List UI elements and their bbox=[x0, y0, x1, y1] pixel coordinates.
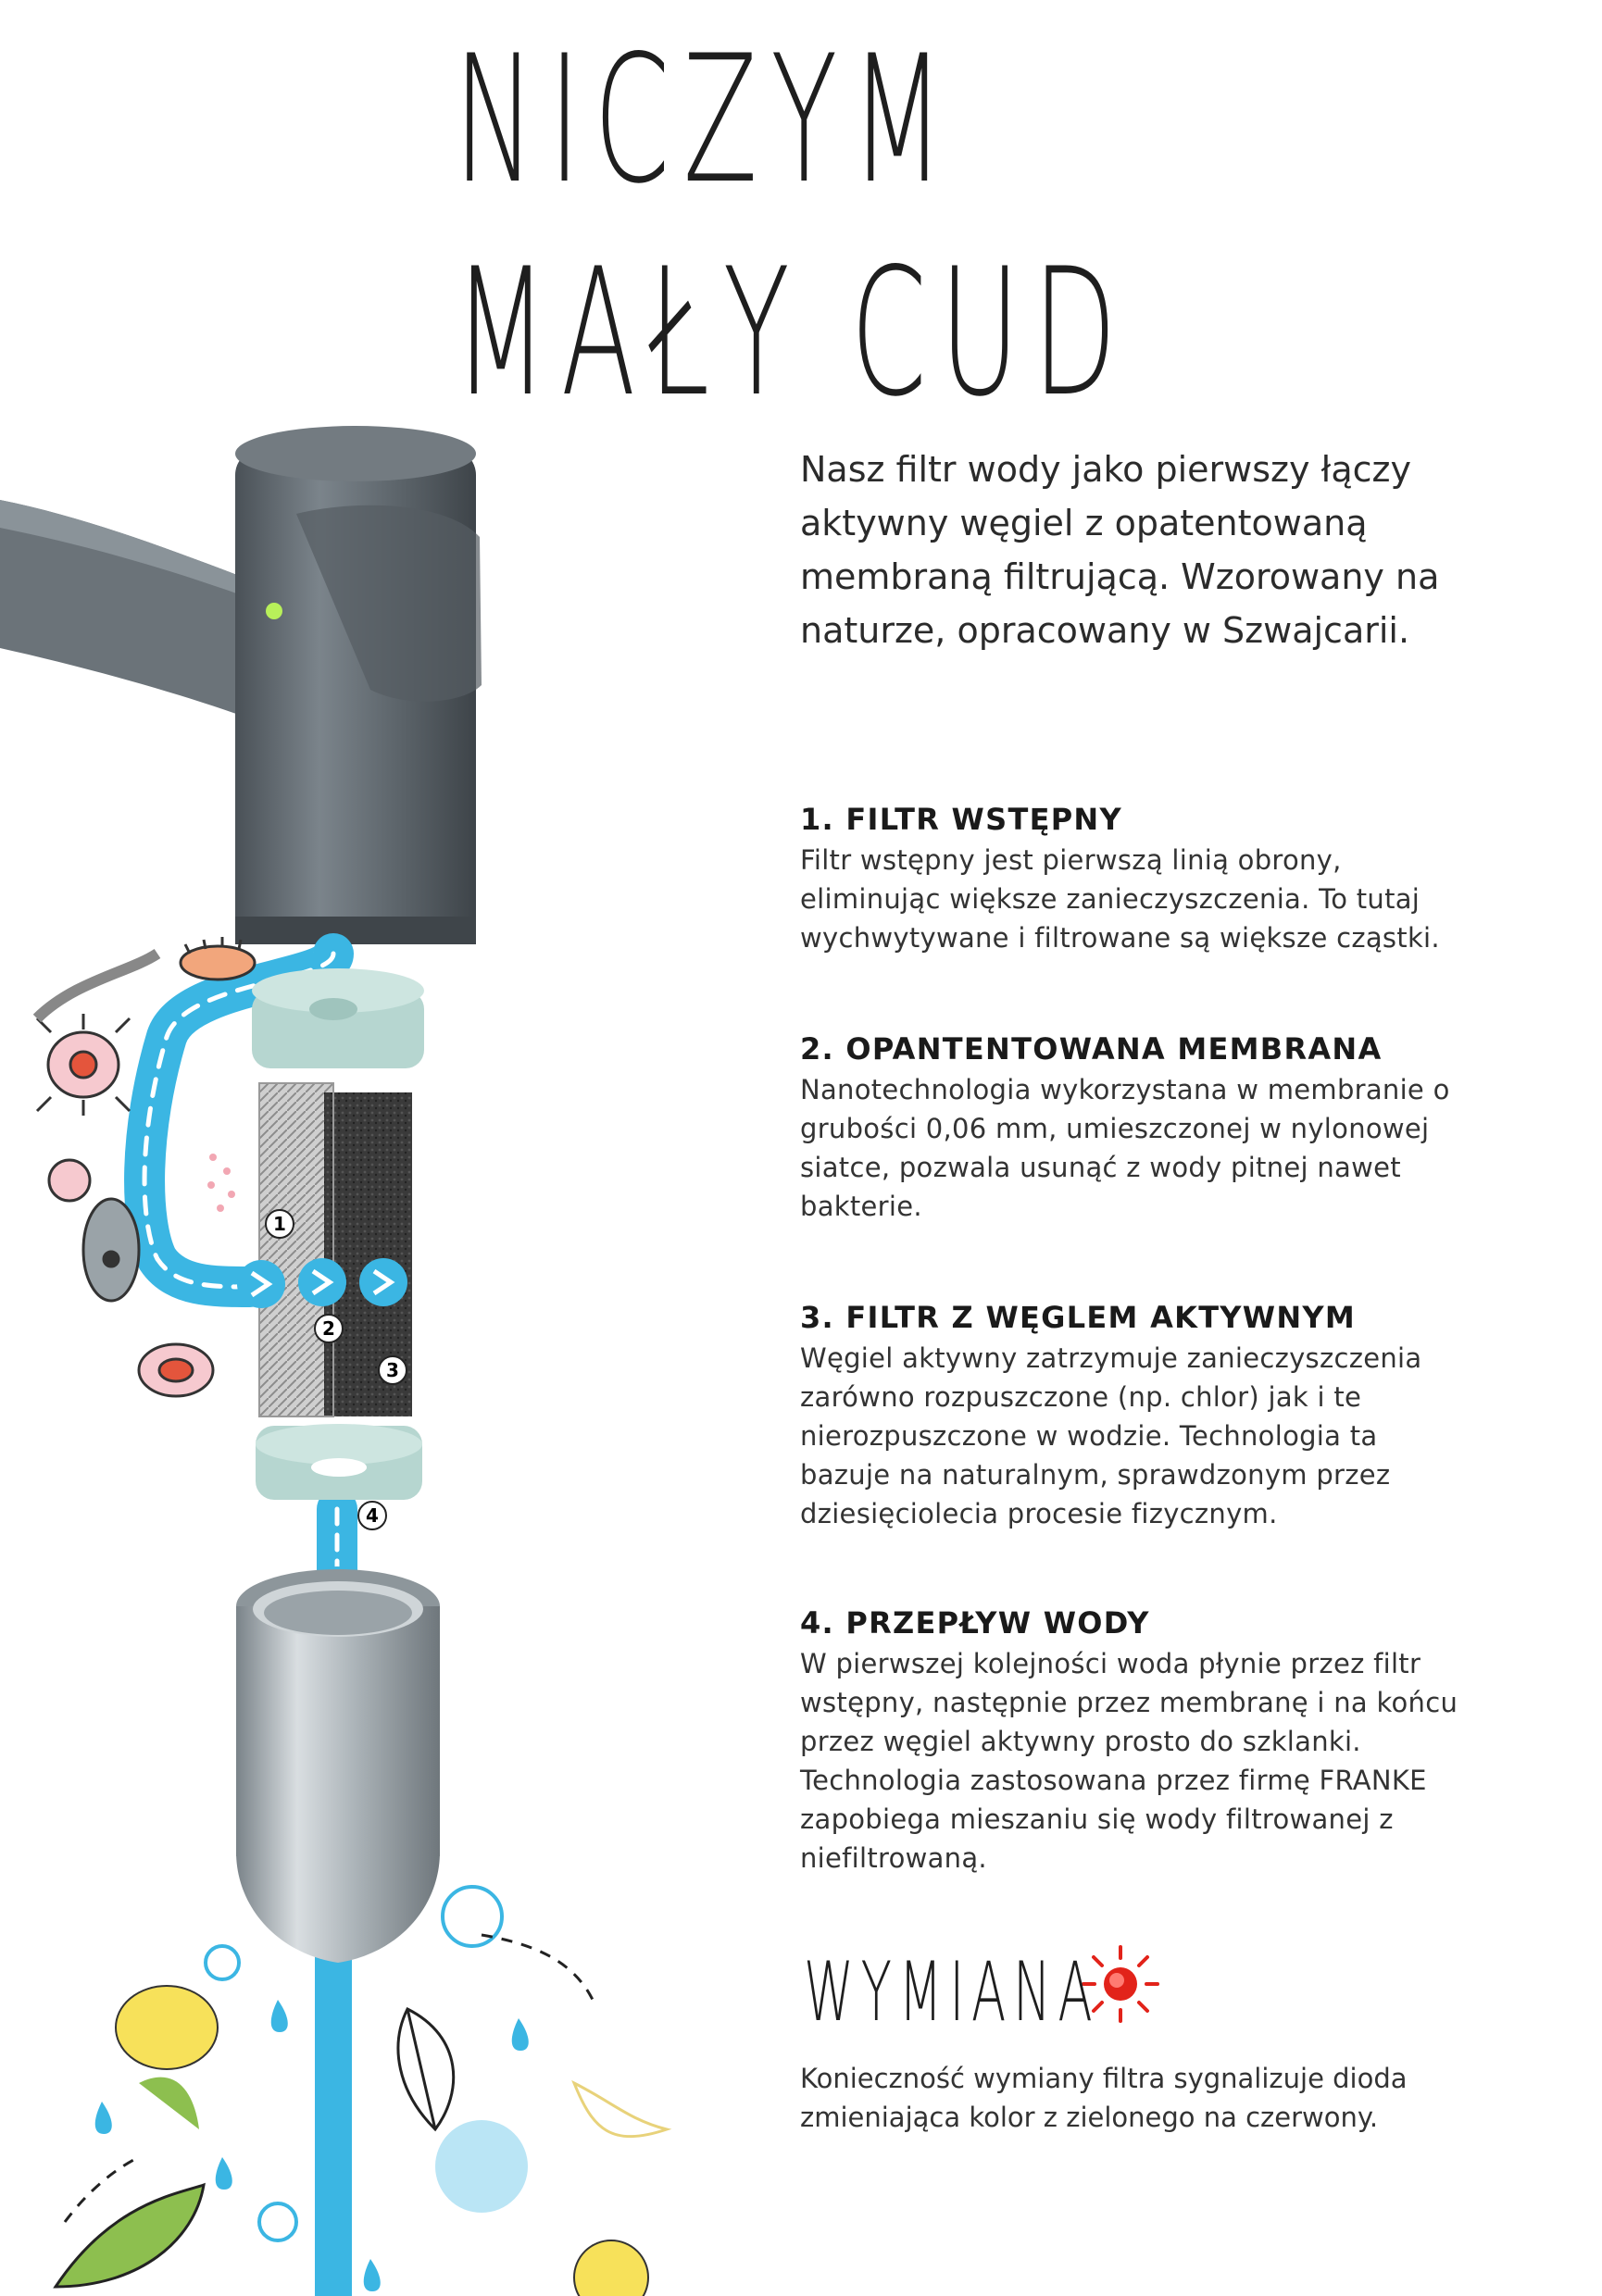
section-text: Filtr wstępny jest pierwszą linią obrony, eliminując większe zanieczyszczenia. To tutaj wychwytywane i filtrowane są większe cząstki. bbox=[800, 844, 1440, 954]
section-heading: 1. FILTR WSTĘPNY bbox=[800, 802, 1122, 837]
intro-text: Nasz filtr wody jako pierwszy łączy aktywny węgiel z opatentowaną membraną filtrującą. Wzorowany na naturze, opracowany w Szwajcarii. bbox=[800, 449, 1440, 651]
section-text: Nanotechnologia wykorzystana w membranie o grubości 0,06 mm, umieszczonej w nylonowej siatce, pozwala usunąć z wody pitnej nawet bakterie. bbox=[800, 1074, 1450, 1222]
section-membrane bbox=[800, 1028, 1467, 1226]
title-line-1: NICZYM bbox=[454, 18, 958, 222]
filter-housing bbox=[236, 1569, 440, 1963]
marker-2: 2 bbox=[322, 1317, 335, 1340]
section-heading: 3. FILTR Z WĘGLEM AKTYWNYM bbox=[800, 1300, 1356, 1335]
lemon-doodle bbox=[116, 1986, 648, 2296]
marker-4: 4 bbox=[366, 1504, 379, 1527]
section-text: Węgiel aktywny zatrzymuje zanieczyszczenia zarówno rozpuszczone (np. chlor) jak i te nierozpuszczone w wodzie. Technologia ta bazuje na naturalnym, sprawdzonym przez dziesięciolecia procesie fizycznym. bbox=[800, 1342, 1422, 1529]
replacement-text: Konieczność wymiany filtra sygnalizuje dioda zmieniająca kolor z zielonego na czerwony. bbox=[800, 2063, 1408, 2133]
section-carbon bbox=[800, 1296, 1467, 1533]
replacement-heading: WYMIANA bbox=[804, 1944, 1100, 2040]
section-heading: 4. PRZEPŁYW WODY bbox=[800, 1605, 1150, 1641]
green-led-icon bbox=[266, 603, 282, 619]
title-line-2: MAŁY CUD bbox=[454, 231, 1131, 435]
section-prefilter bbox=[800, 798, 1467, 957]
section-heading: 2. OPANTENTOWANA MEMBRANA bbox=[800, 1031, 1383, 1067]
faucet-illustration bbox=[0, 426, 482, 944]
marker-3: 3 bbox=[386, 1359, 399, 1381]
section-text: W pierwszej kolejności woda płynie przez filtr wstępny, następnie przez membranę i na końcu przez węgiel aktywny prosto do szklanki. Technologia zastosowana przez firmę FRANKE zapobiega mieszaniu się wody filtrowanej z niefiltrowaną. bbox=[800, 1648, 1458, 1874]
section-water-flow bbox=[800, 1602, 1467, 1878]
marker-1: 1 bbox=[273, 1213, 286, 1235]
